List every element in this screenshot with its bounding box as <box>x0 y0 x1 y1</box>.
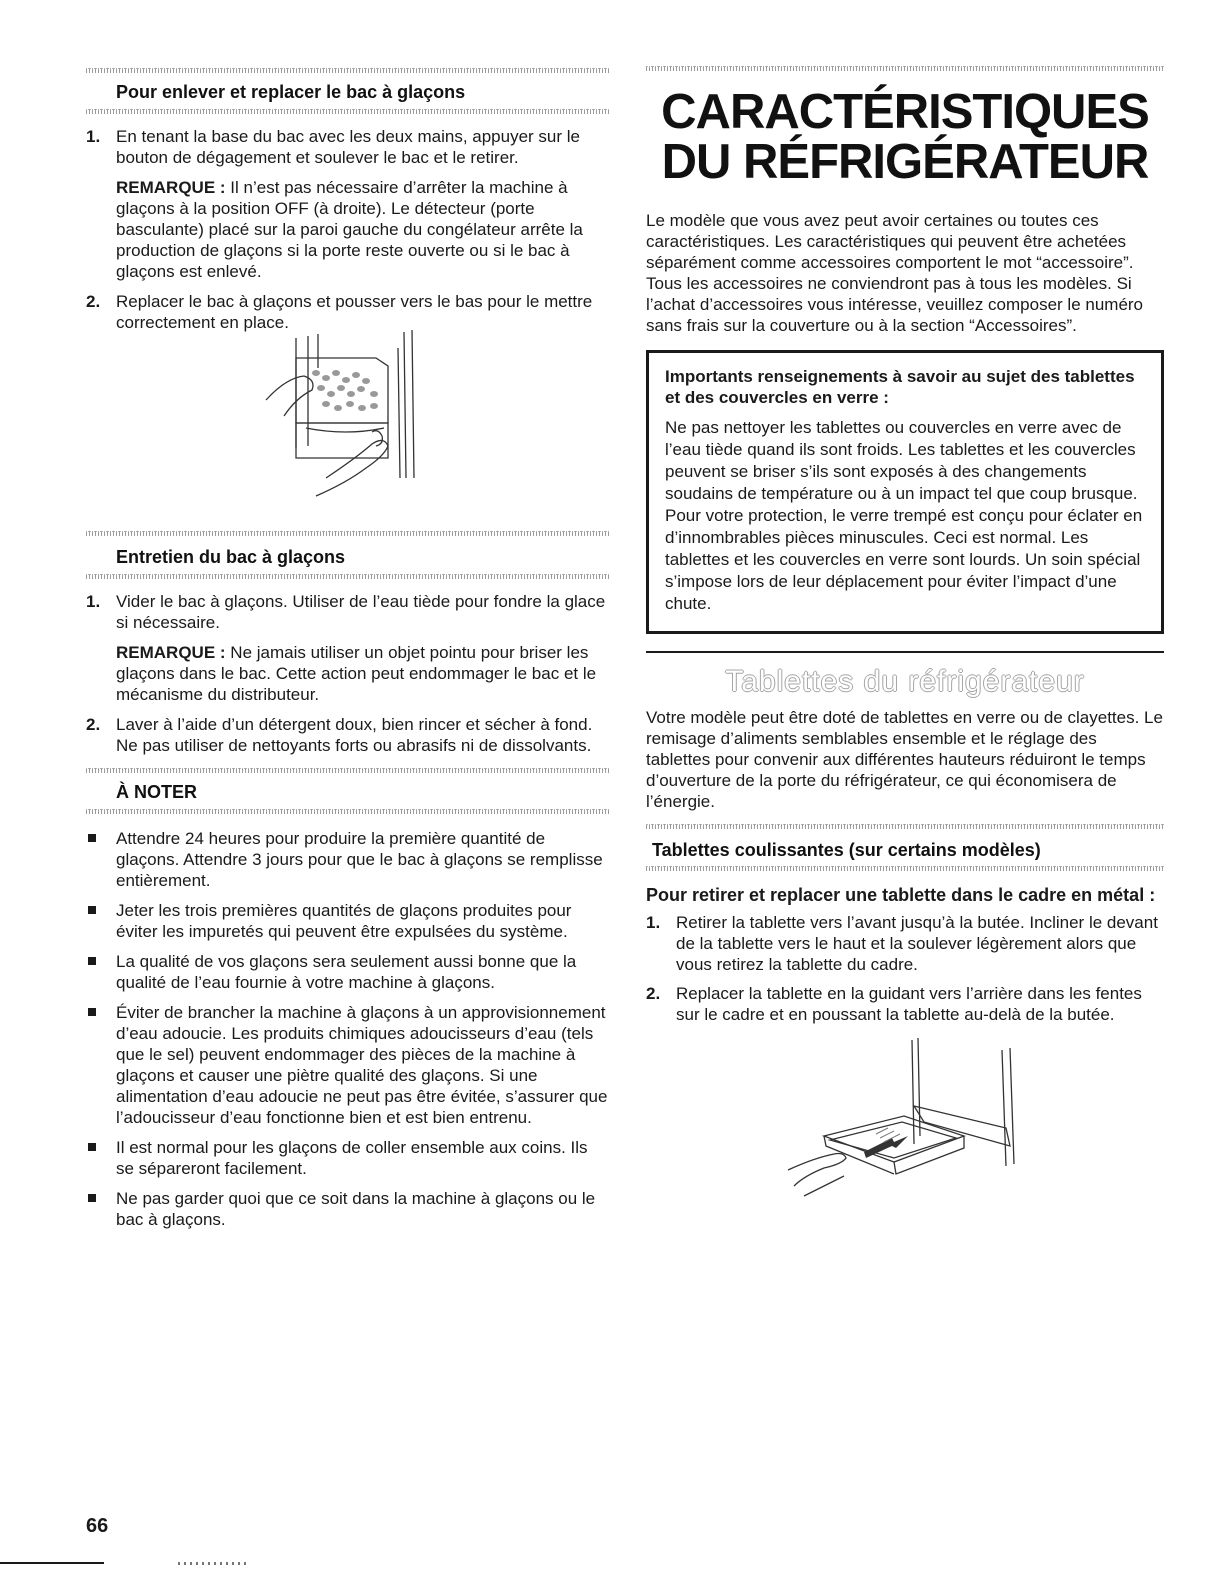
bullet-square-icon <box>88 834 96 842</box>
step-number: 2. <box>86 292 101 311</box>
note-label: REMARQUE : <box>116 178 226 197</box>
bullet-square-icon <box>88 957 96 965</box>
sliding-shelf-illustration <box>784 1036 1024 1198</box>
section-heading-remove-bin: Pour enlever et replacer le bac à glaçons <box>116 82 466 102</box>
right-column <box>646 0 1164 1025</box>
page-title-line-2: DU RÉFRIGÉRATEUR <box>661 135 1149 189</box>
glass-warning-box <box>646 350 1164 634</box>
list-item <box>86 1188 609 1230</box>
list-item <box>86 900 609 942</box>
bullet-square-icon <box>88 906 96 914</box>
features-intro: Le modèle que vous avez peut avoir certaines ou toutes ces caractéristiques. Les caractéristiques qui peuvent être achetées séparément comme accessoires comportent le mot “accessoire”. Tous les accessoires ne conviendront pas à tous les modèles. Si l’achat d’accessoires vous intéresse, veuillez composer le numéro sans frais sur la couverture ou à la section “Accessoires”. <box>646 211 1144 335</box>
list-item <box>86 291 609 333</box>
section-rule <box>646 66 1164 71</box>
step-number: 2. <box>86 715 101 734</box>
list-item <box>86 591 609 705</box>
list-item <box>86 1002 609 1128</box>
list-item <box>86 714 609 756</box>
step-text: Retirer la tablette vers l’avant jusqu’à la butée. Incliner le devant de la tablette vers le haut et la soulever légèrement alors que vous retirez la tablette du cadre. <box>676 913 1158 974</box>
section-rule <box>646 824 1164 829</box>
step-text: Replacer la tablette en la guidant vers l’arrière dans les fentes sur le cadre et en poussant la tablette au-delà de la butée. <box>676 984 1142 1024</box>
step-text: Replacer le bac à glaçons et pousser vers le bas pour le mettre correctement en place. <box>116 292 593 332</box>
step-number: 1. <box>646 913 661 932</box>
section-rule <box>86 109 609 114</box>
section-heading-bin-care: Entretien du bac à glaçons <box>116 547 346 567</box>
warning-title: Importants renseignements à savoir au sujet des tablettes et des couvercles en verre : <box>665 367 1135 407</box>
left-column <box>86 0 609 1239</box>
shelves-heading: Tablettes du réfrigérateur <box>725 665 1085 698</box>
list-item <box>646 983 1164 1025</box>
warning-text: Ne pas nettoyer les tablettes ou couvercles en verre avec de l’eau tiède quand ils sont froids. Les tablettes et les couvercles peuvent se briser s’ils sont exposés à des changements soudains de température ou à un impact tel que coup brusque. Pour votre protection, le verre trempé est conçu pour éclater en d’innombrables pièces minuscules. Ceci est normal. Les tablettes et les couvercles en verre sont lourds. Un soin spécial s’impose lors de leur déplacement pour éviter l’impact d’une chute. <box>665 418 1143 613</box>
bullet-text: Attendre 24 heures pour produire la première quantité de glaçons. Attendre 3 jours pour que le bac à glaçons se remplisse entièrement. <box>116 829 603 890</box>
list-item <box>86 951 609 993</box>
bullet-square-icon <box>88 1143 96 1151</box>
to-note-bullets <box>86 828 609 1230</box>
step-number: 1. <box>86 127 101 146</box>
step-note <box>116 177 609 282</box>
shelves-intro: Votre modèle peut être doté de tablettes en verre ou de clayettes. Le remisage d’aliments semblables ensemble et le réglage des tablettes pour convenir aux différentes hauteurs réduiront le temps d’ouverture de la porte du réfrigérateur, ce qui économisera de l’énergie. <box>646 708 1163 811</box>
ice-bin-illustration <box>256 328 426 498</box>
section-rule <box>86 531 609 536</box>
note-text: Ne jamais utiliser un objet pointu pour briser les glaçons dans le bac. Cette action peut endommager le bac et le mécanisme du distributeur. <box>116 643 597 704</box>
list-item <box>86 1137 609 1179</box>
list-item <box>646 912 1164 975</box>
step-text: Vider le bac à glaçons. Utiliser de l’eau tiède pour fondre la glace si nécessaire. <box>116 592 606 632</box>
bullet-square-icon <box>88 1194 96 1202</box>
list-item <box>86 126 609 282</box>
remove-bin-steps <box>86 126 609 333</box>
sliding-shelves-heading: Tablettes coulissantes (sur certains modèles) <box>652 840 1041 860</box>
page-number: 66 <box>86 1515 109 1537</box>
section-rule <box>86 68 609 73</box>
note-label: REMARQUE : <box>116 643 226 662</box>
metal-frame-steps <box>646 912 1164 1025</box>
section-rule <box>86 809 609 814</box>
bullet-text: La qualité de vos glaçons sera seulement aussi bonne que la qualité de l’eau fournie à votre machine à glaçons. <box>116 952 577 992</box>
list-item <box>86 828 609 891</box>
section-rule <box>86 768 609 773</box>
bullet-text: Jeter les trois premières quantités de glaçons produites pour éviter les impuretés qui peuvent être expulsées du système. <box>116 901 572 941</box>
bullet-square-icon <box>88 1008 96 1016</box>
step-text: En tenant la base du bac avec les deux mains, appuyer sur le bouton de dégagement et soulever le bac et le retirer. <box>116 127 581 167</box>
step-text: Laver à l’aide d’un détergent doux, bien rincer et sécher à fond. Ne pas utiliser de nettoyants forts ou abrasifs ni de dissolvants. <box>116 715 593 755</box>
bullet-text: Éviter de brancher la machine à glaçons à un approvisionnement d’eau adoucie. Les produits chimiques adoucisseurs d’eau (tels que le sel) peuvent endommager des pièces de la machine à glaçons et causer une piètre qualité des glaçons. Si une alimentation d’eau adoucie ne peut pas être évitée, s’assurer que l’adoucisseur d’eau fonctionne bien et est bien entrenu. <box>116 1003 608 1127</box>
step-number: 2. <box>646 984 661 1003</box>
section-heading-to-note: À NOTER <box>116 782 197 802</box>
section-rule <box>646 866 1164 871</box>
bin-care-steps <box>86 591 609 756</box>
metal-frame-subtitle: Pour retirer et replacer une tablette dans le cadre en métal : <box>646 885 1156 905</box>
footer-dots <box>178 1562 248 1565</box>
bullet-text: Ne pas garder quoi que ce soit dans la machine à glaçons ou le bac à glaçons. <box>116 1189 596 1229</box>
footer-line <box>0 1562 104 1564</box>
step-note <box>116 642 609 705</box>
divider <box>646 651 1164 653</box>
note-text: Il n’est pas nécessaire d’arrêter la machine à glaçons à la position OFF (à droite). Le détecteur (porte basculante) placé sur la paroi gauche du congélateur arrête la production de glaçons si la porte reste ouverte ou si le bac à glaçons est enlevé. <box>116 178 583 281</box>
page-title-line-1: CARACTÉRISTIQUES <box>661 85 1149 139</box>
section-rule <box>86 574 609 579</box>
step-number: 1. <box>86 592 101 611</box>
bullet-text: Il est normal pour les glaçons de coller ensemble aux coins. Ils se sépareront facilement. <box>116 1138 588 1178</box>
